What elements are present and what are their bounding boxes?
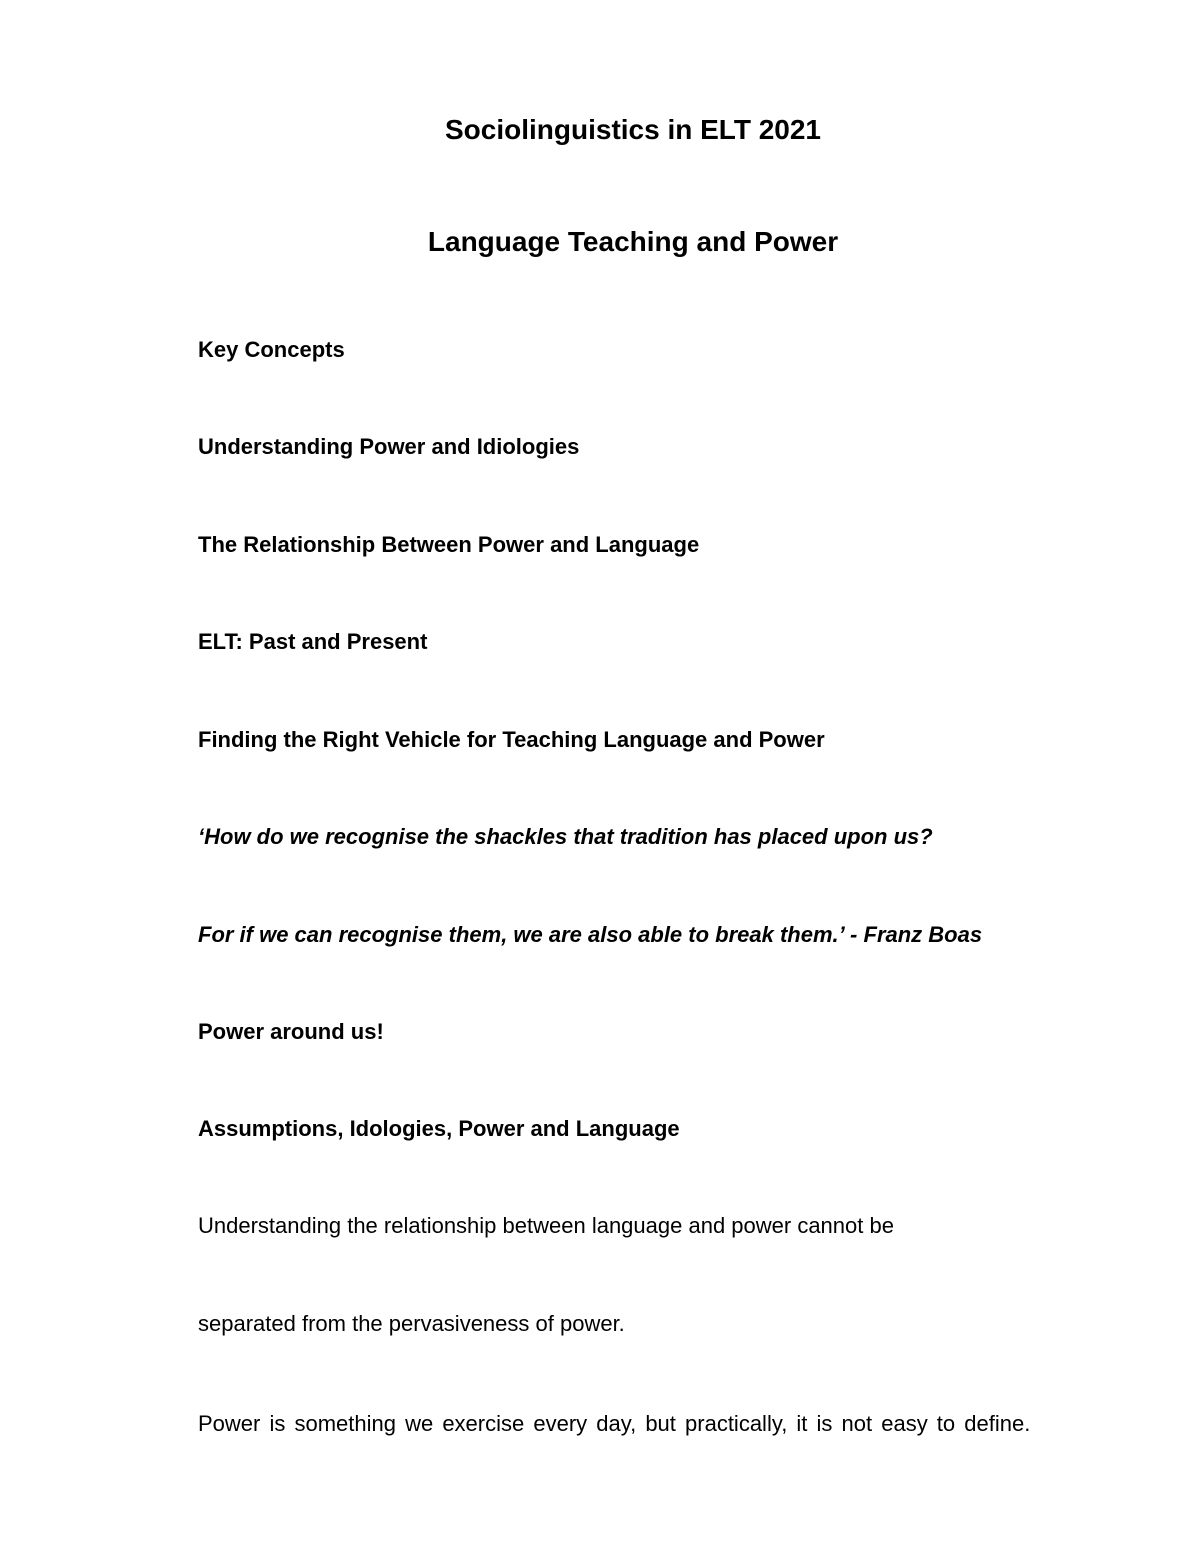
- heading-right-vehicle: Finding the Right Vehicle for Teaching Language and Power: [198, 727, 825, 752]
- heading-assumptions: Assumptions, Idologies, Power and Language: [198, 1116, 680, 1141]
- heading-power-around-us: Power around us!: [198, 1019, 384, 1044]
- heading-key-concepts: Key Concepts: [198, 337, 345, 362]
- document-subtitle: Language Teaching and Power: [427, 226, 839, 257]
- document-title: Sociolinguistics in ELT 2021: [444, 114, 822, 145]
- body-line-1: Understanding the relationship between language and power cannot be: [198, 1213, 894, 1238]
- quote-line-1: ‘How do we recognise the shackles that tradition has placed upon us?: [198, 824, 933, 849]
- body-line-2: separated from the pervasiveness of power.: [198, 1311, 625, 1336]
- body-paragraph: Power is something we exercise every day, but practically, it is not easy to define.: [198, 1411, 1031, 1436]
- heading-relationship: The Relationship Between Power and Language: [198, 532, 700, 557]
- quote-line-2: For if we can recognise them, we are also able to break them.’ - Franz Boas: [198, 922, 983, 947]
- heading-understanding-power: Understanding Power and Idiologies: [198, 434, 580, 459]
- heading-elt-past-present: ELT: Past and Present: [198, 629, 428, 654]
